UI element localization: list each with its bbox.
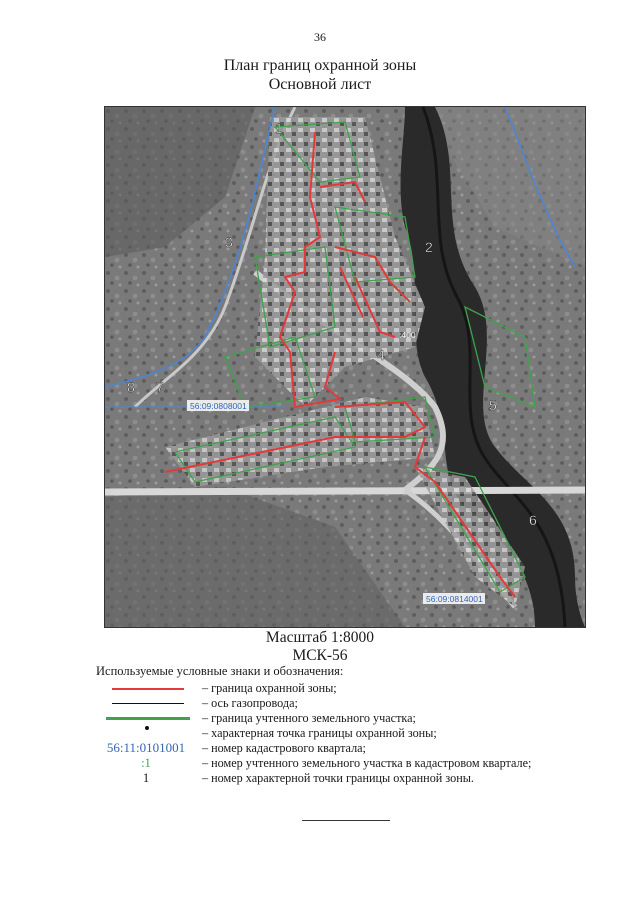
legend-title: Используемые условные знаки и обозначения: [96, 664, 344, 678]
point-label-1: 1 [275, 120, 283, 136]
legend-item-parcel-number [96, 756, 616, 771]
point-label-3: 3 [225, 234, 233, 250]
legend-item-protection-zone [96, 681, 616, 696]
parcel-label: :400 [399, 330, 416, 340]
legend-symbol-dot [96, 726, 196, 741]
legend-symbol-green-line [96, 711, 196, 726]
point-label-6: 6 [529, 512, 537, 528]
aerial-map[interactable] [104, 106, 586, 628]
point-label-5: 5 [489, 397, 497, 413]
legend-item-characteristic-point [96, 726, 616, 741]
scale-block [0, 629, 640, 665]
legend-symbol-cadastral-code: 56:11:0101001 [106, 740, 186, 755]
page-subtitle: Основной лист [268, 76, 372, 93]
legend-symbol-parcel-number: :1 [141, 756, 151, 770]
page-number: 36 [314, 30, 326, 44]
cadastral-code-2: 56:09:0814001 [426, 594, 483, 604]
legend-item-pipeline-axis [96, 696, 616, 711]
main-highway [105, 490, 585, 492]
map-canvas [105, 107, 585, 627]
legend-label: – номер кадастрового квартала; [202, 741, 366, 755]
legend-item-parcel-boundary [96, 711, 616, 726]
point-label-4: 4 [377, 347, 385, 363]
title-block [0, 56, 640, 94]
legend-item-cadastral-quarter [96, 741, 616, 756]
legend-label: – ось газопровода; [202, 696, 298, 710]
footer-divider [302, 820, 390, 821]
scale-label: Масштаб 1:8000 [265, 629, 375, 646]
point-label-7: 7 [156, 379, 164, 395]
legend-symbol-point-number: 1 [142, 771, 150, 785]
point-label-2: 2 [425, 239, 433, 255]
cadastral-code-1: 56:09:0808001 [190, 401, 247, 411]
point-label-8: 8 [127, 379, 135, 395]
legend-symbol-red-line [96, 681, 196, 696]
page-title: План границ охранной зоны [223, 57, 417, 74]
legend [96, 681, 616, 786]
crs-label: МСК-56 [292, 647, 348, 664]
legend-label: – граница учтенного земельного участка; [202, 711, 416, 725]
legend-label: – номер характерной точки границы охранной зоны. [202, 771, 474, 785]
legend-label: – граница охранной зоны; [202, 681, 337, 695]
legend-item-point-number [96, 771, 616, 786]
legend-label: – характерная точка границы охранной зоны; [202, 726, 437, 740]
legend-symbol-black-line [96, 696, 196, 711]
legend-label: – номер учтенного земельного участка в кадастровом квартале; [202, 756, 532, 770]
